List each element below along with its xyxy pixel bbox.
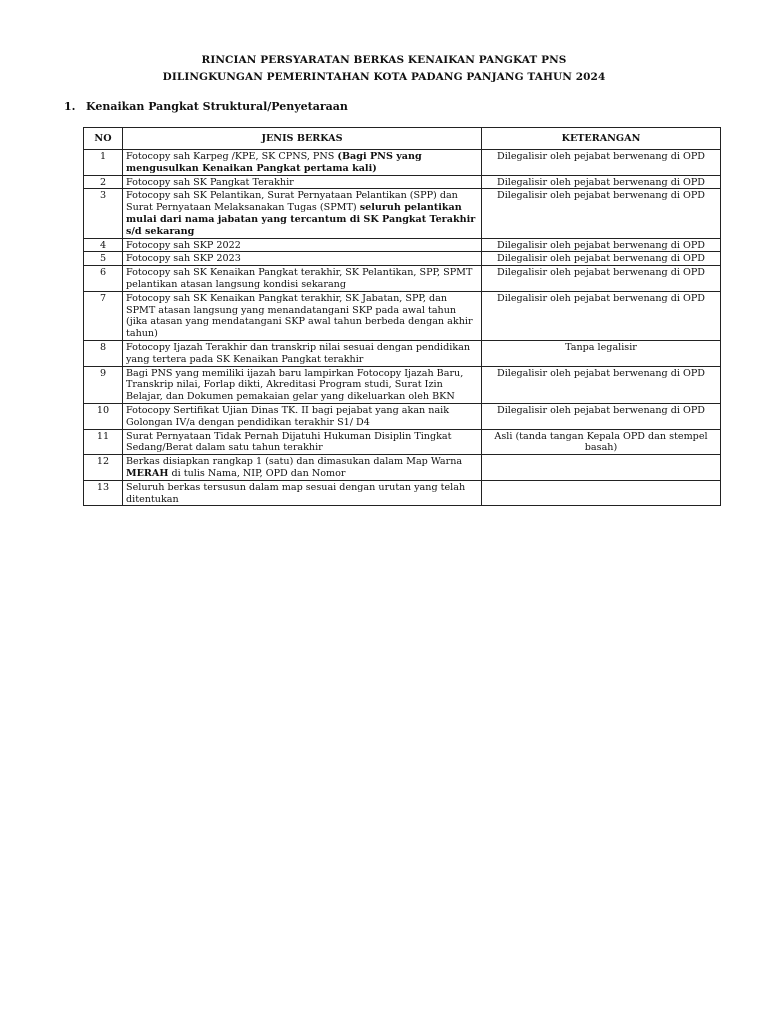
header-jenis-berkas: JENIS BERKAS <box>123 128 482 150</box>
row-jenis-berkas <box>123 480 482 506</box>
table-row <box>84 291 721 340</box>
jenis-text: Fotocopy sah SKP 2022 <box>126 239 241 251</box>
row-keterangan: Dilegalisir oleh pejabat berwenang di OPD <box>482 403 721 429</box>
row-number: 4 <box>84 238 123 252</box>
row-jenis-berkas <box>123 291 482 340</box>
row-keterangan: Asli (tanda tangan Kepala OPD dan stempel basah) <box>482 429 721 455</box>
table-row <box>84 175 721 189</box>
jenis-text: Fotocopy sah SK Pangkat Terakhir <box>126 176 294 188</box>
jenis-text: Fotocopy Sertifikat Ujian Dinas TK. II bagi pejabat yang akan naik Golongan IV/a dengan pendidikan terakhir S1/ D4 <box>126 404 450 428</box>
row-keterangan: Dilegalisir oleh pejabat berwenang di OPD <box>482 189 721 238</box>
row-jenis-berkas <box>123 175 482 189</box>
row-jenis-berkas <box>123 189 482 238</box>
table-row <box>84 340 721 366</box>
table-row <box>84 480 721 506</box>
table-row <box>84 150 721 176</box>
table-row <box>84 266 721 292</box>
row-number: 1 <box>84 150 123 176</box>
row-number: 2 <box>84 175 123 189</box>
jenis-text: Fotocopy sah SK Kenaikan Pangkat terakhir, SK Jabatan, SPP, dan SPMT atasan langsung yang menandatangani SKP pada awal tahun (jika atasan yang mendatangani SKP awal tahun berbeda dengan akhir tahun) <box>126 292 473 340</box>
row-number: 13 <box>84 480 123 506</box>
row-jenis-berkas <box>123 150 482 176</box>
jenis-text: Seluruh berkas tersusun dalam map sesuai dengan urutan yang telah ditentukan <box>126 481 466 505</box>
row-jenis-berkas <box>123 455 482 481</box>
jenis-text: Bagi PNS yang memiliki ijazah baru lampirkan Fotocopy Ijazah Baru, Transkrip nilai, Forlap dikti, Akreditasi Program studi, Surat Izin Belajar, dan Dokumen pemakaian gelar yang dikeluarkan oleh BKN <box>126 367 464 403</box>
requirements-table <box>83 127 721 506</box>
row-number: 6 <box>84 266 123 292</box>
jenis-text: Fotocopy sah SK Kenaikan Pangkat terakhir, SK Pelantikan, SPP, SPMT pelantikan atasan langsung kondisi sekarang <box>126 267 473 290</box>
jenis-text: Fotocopy sah Karpeg /KPE, SK CPNS, PNS <box>126 151 335 162</box>
table-header-row <box>84 128 721 150</box>
jenis-text: Fotocopy Ijazah Terakhir dan transkrip nilai sesuai dengan pendidikan yang tertera pada SK Kenaikan Pangkat terakhir <box>126 341 471 365</box>
section-heading <box>64 100 348 113</box>
row-jenis-berkas <box>123 403 482 429</box>
row-keterangan: Dilegalisir oleh pejabat berwenang di OPD <box>482 291 721 340</box>
row-number: 8 <box>84 340 123 366</box>
row-keterangan: Dilegalisir oleh pejabat berwenang di OPD <box>482 150 721 176</box>
table-row <box>84 252 721 266</box>
row-jenis-berkas <box>123 238 482 252</box>
row-keterangan: Dilegalisir oleh pejabat berwenang di OPD <box>482 366 721 403</box>
document-title-line1: RINCIAN PERSYARATAN BERKAS KENAIKAN PANGKAT PNS <box>201 54 567 66</box>
row-keterangan: Dilegalisir oleh pejabat berwenang di OPD <box>482 266 721 292</box>
row-number: 10 <box>84 403 123 429</box>
header-no: NO <box>84 128 123 150</box>
jenis-text: Berkas disiapkan rangkap 1 (satu) dan dimasukan dalam Map Warna <box>126 456 463 468</box>
table-row <box>84 455 721 481</box>
row-jenis-berkas <box>123 252 482 266</box>
row-keterangan: Tanpa legalisir <box>482 340 721 366</box>
row-jenis-berkas <box>123 266 482 292</box>
jenis-after-text: di tulis Nama, NIP, OPD dan Nomor <box>171 467 346 479</box>
row-number: 3 <box>84 189 123 238</box>
table-row <box>84 403 721 429</box>
table-body <box>84 150 721 506</box>
table-row <box>84 429 721 455</box>
table-row <box>84 189 721 238</box>
row-keterangan: Dilegalisir oleh pejabat berwenang di OPD <box>482 175 721 189</box>
row-number: 9 <box>84 366 123 403</box>
section-title: Kenaikan Pangkat Struktural/Penyetaraan <box>86 100 348 113</box>
jenis-text: Surat Pernyataan Tidak Pernah Dijatuhi Hukuman Disiplin Tingkat Sedang/Berat dalam satu tahun terakhir <box>126 430 452 454</box>
document-title-line2: DILINGKUNGAN PEMERINTAHAN KOTA PADANG PANJANG TAHUN 2024 <box>162 71 606 83</box>
jenis-text: Fotocopy sah SK Pelantikan, Surat Pernyataan Pelantikan (SPP) dan Surat Pernyataan Melaksanakan Tugas (SPMT) <box>126 190 458 214</box>
row-keterangan: Dilegalisir oleh pejabat berwenang di OPD <box>482 252 721 266</box>
row-keterangan: Dilegalisir oleh pejabat berwenang di OPD <box>482 238 721 252</box>
row-number: 11 <box>84 429 123 455</box>
table-row <box>84 238 721 252</box>
jenis-text: Fotocopy sah SKP 2023 <box>126 253 241 265</box>
row-number: 7 <box>84 291 123 340</box>
header-keterangan: KETERANGAN <box>482 128 721 150</box>
row-jenis-berkas <box>123 366 482 403</box>
jenis-bold-text: seluruh pelantikan mulai dari nama jabatan yang tercantum di SK Pangkat Terakhir s/d sekarang <box>126 202 476 237</box>
row-jenis-berkas <box>123 429 482 455</box>
jenis-bold-text: (Bagi PNS yang mengusulkan Kenaikan Pangkat pertama kali) <box>126 151 422 174</box>
section-number: 1. <box>64 100 76 113</box>
row-jenis-berkas <box>123 340 482 366</box>
row-number: 5 <box>84 252 123 266</box>
jenis-bold-text: MERAH <box>126 467 169 479</box>
row-keterangan <box>482 455 721 481</box>
row-keterangan <box>482 480 721 506</box>
row-number: 12 <box>84 455 123 481</box>
table-row <box>84 366 721 403</box>
